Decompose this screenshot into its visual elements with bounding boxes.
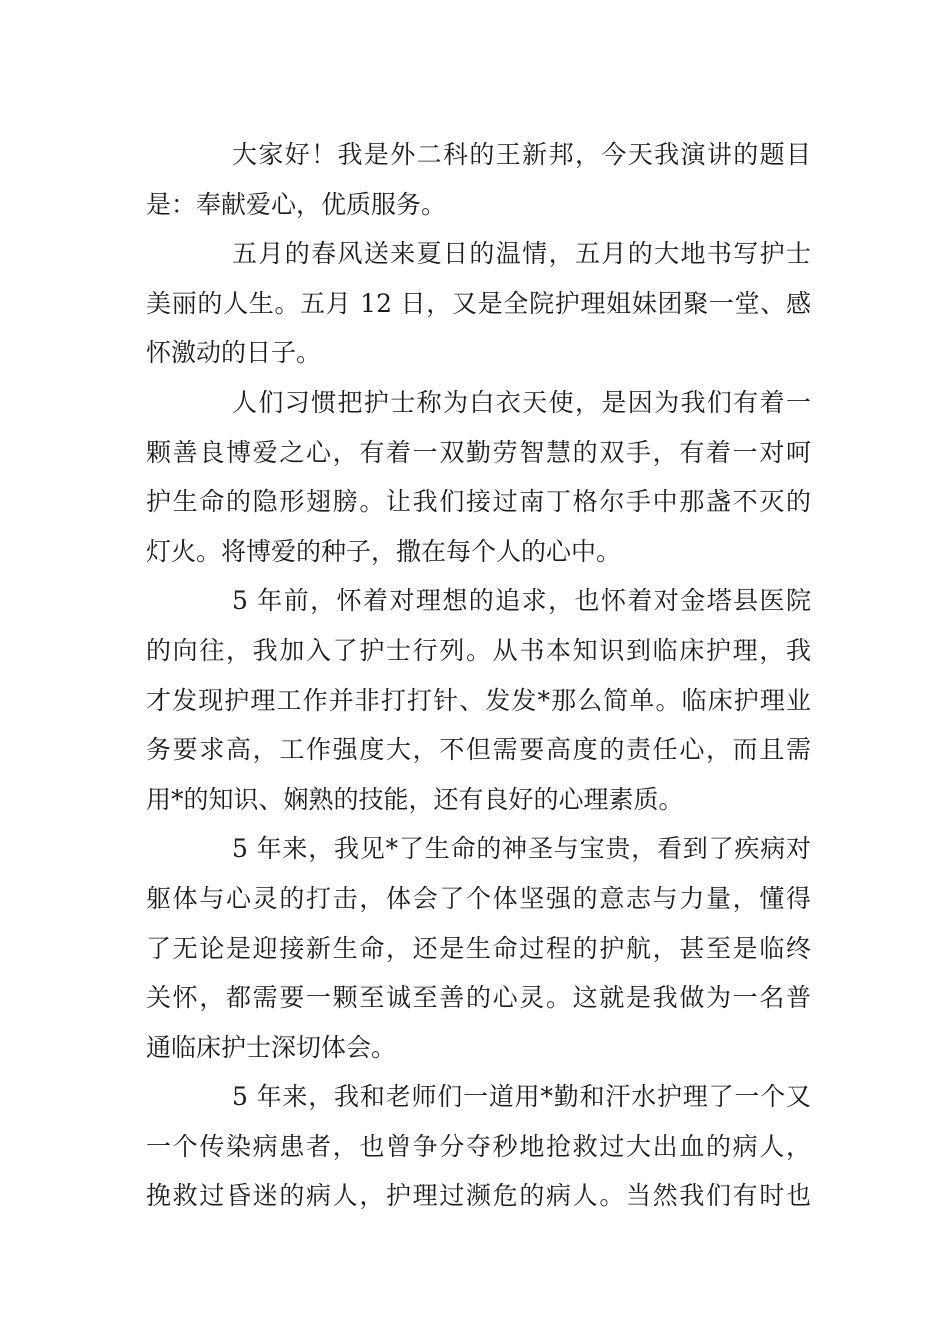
text-line: 大家好！我是外二科的王新邦，今天我演讲的题目 bbox=[232, 140, 811, 169]
text-line: 5 年前，怀着对理想的追求，也怀着对金塔县医院 bbox=[232, 586, 811, 616]
text-line: 关怀，都需要一颗至诚至善的心灵。这就是我做为一名普 bbox=[146, 983, 811, 1013]
text-line: 的向往，我加入了护士行列。从书本知识到临床护理，我 bbox=[146, 635, 811, 665]
text-line: 通临床护士深切体会。 bbox=[146, 1032, 397, 1062]
text-line: 5 年来，我见*了生命的神圣与宝贵，看到了疾病对 bbox=[232, 834, 811, 864]
text-line: 是：奉献爱心，优质服务。 bbox=[146, 189, 447, 219]
text-line: 怀激动的日子。 bbox=[146, 338, 322, 368]
text-line: 五月的春风送来夏日的温情，五月的大地书写护士 bbox=[232, 239, 811, 269]
speech-text bbox=[146, 130, 811, 1221]
text-line: 躯体与心灵的打击，体会了个体坚强的意志与力量，懂得 bbox=[146, 883, 811, 913]
text-line: 了无论是迎接新生命，还是生命过程的护航，甚至是临终 bbox=[146, 933, 811, 963]
text-line: 美丽的人生。五月 12 日，又是全院护理姐妹团聚一堂、感 bbox=[146, 288, 811, 318]
text-line: 才发现护理工作并非打打针、发发*那么简单。临床护理业 bbox=[146, 685, 811, 715]
text-line: 灯火。将博爱的种子，撒在每个人的心中。 bbox=[146, 536, 622, 566]
text-line: 5 年来，我和老师们一道用*勤和汗水护理了一个又 bbox=[232, 1082, 811, 1112]
text-line: 务要求高，工作强度大，不但需要高度的责任心，而且需 bbox=[146, 735, 811, 765]
text-line: 用*的知识、娴熟的技能，还有良好的心理素质。 bbox=[146, 784, 684, 814]
text-line: 一个传染病患者，也曾争分夺秒地抢救过大出血的病人， bbox=[146, 1131, 811, 1161]
text-line: 人们习惯把护士称为白衣天使，是因为我们有着一 bbox=[232, 387, 811, 417]
text-line: 挽救过昏迷的病人，护理过濒危的病人。当然我们有时也 bbox=[146, 1181, 811, 1211]
text-line: 护生命的隐形翅膀。让我们接过南丁格尔手中那盏不灭的 bbox=[146, 487, 811, 517]
text-line: 颗善良博爱之心，有着一双勤劳智慧的双手，有着一对呵 bbox=[146, 437, 811, 467]
